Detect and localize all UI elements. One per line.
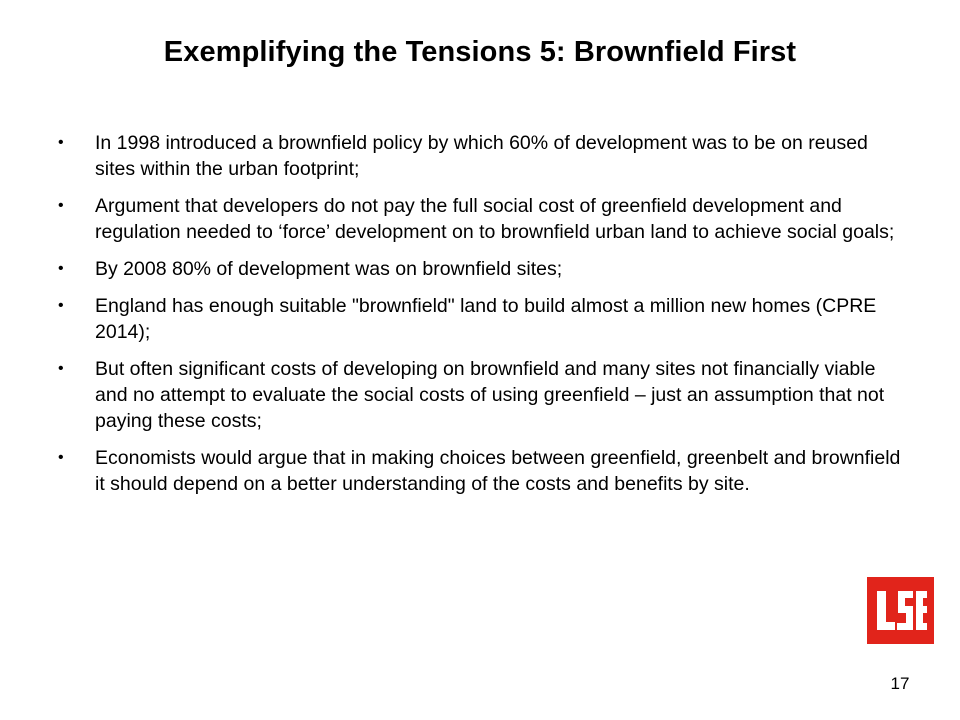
bullet-text: England has enough suitable "brownfield" land to build almost a million new homes (CPRE 2014); xyxy=(95,295,877,343)
bullet-item xyxy=(58,293,908,345)
bullet-icon: • xyxy=(58,449,64,466)
bullet-text: Economists would argue that in making choices between greenfield, greenbelt and brownfield it should depend on a better understanding of the costs and benefits by site. xyxy=(95,447,901,495)
bullet-item xyxy=(58,356,908,434)
bullet-item xyxy=(58,256,908,282)
bullet-item xyxy=(58,130,908,182)
bullet-text: But often significant costs of developing on brownfield and many sites not financially viable and no attempt to evaluate the social costs of using greenfield – just an assumption that not paying these costs; xyxy=(95,358,885,432)
slide-title: Exemplifying the Tensions 5: Brownfield First xyxy=(163,36,797,68)
bullet-text: In 1998 introduced a brownfield policy by which 60% of development was to be on reused sites within the urban footprint; xyxy=(95,132,868,180)
page-number: 17 xyxy=(890,674,910,693)
lse-logo-icon xyxy=(867,577,934,644)
bullet-icon: • xyxy=(58,197,64,214)
bullet-text: Argument that developers do not pay the full social cost of greenfield development and regulation needed to ‘force’ development on to brownfield urban land to achieve social goals; xyxy=(95,195,895,243)
bullet-list xyxy=(58,130,908,508)
bullet-icon: • xyxy=(58,260,64,277)
bullet-item xyxy=(58,193,908,245)
lse-logo-svg xyxy=(867,577,934,644)
bullet-icon: • xyxy=(58,360,64,377)
bullet-icon: • xyxy=(58,297,64,314)
bullet-item xyxy=(58,445,908,497)
bullet-text: By 2008 80% of development was on brownfield sites; xyxy=(95,258,563,280)
bullet-icon: • xyxy=(58,134,64,151)
